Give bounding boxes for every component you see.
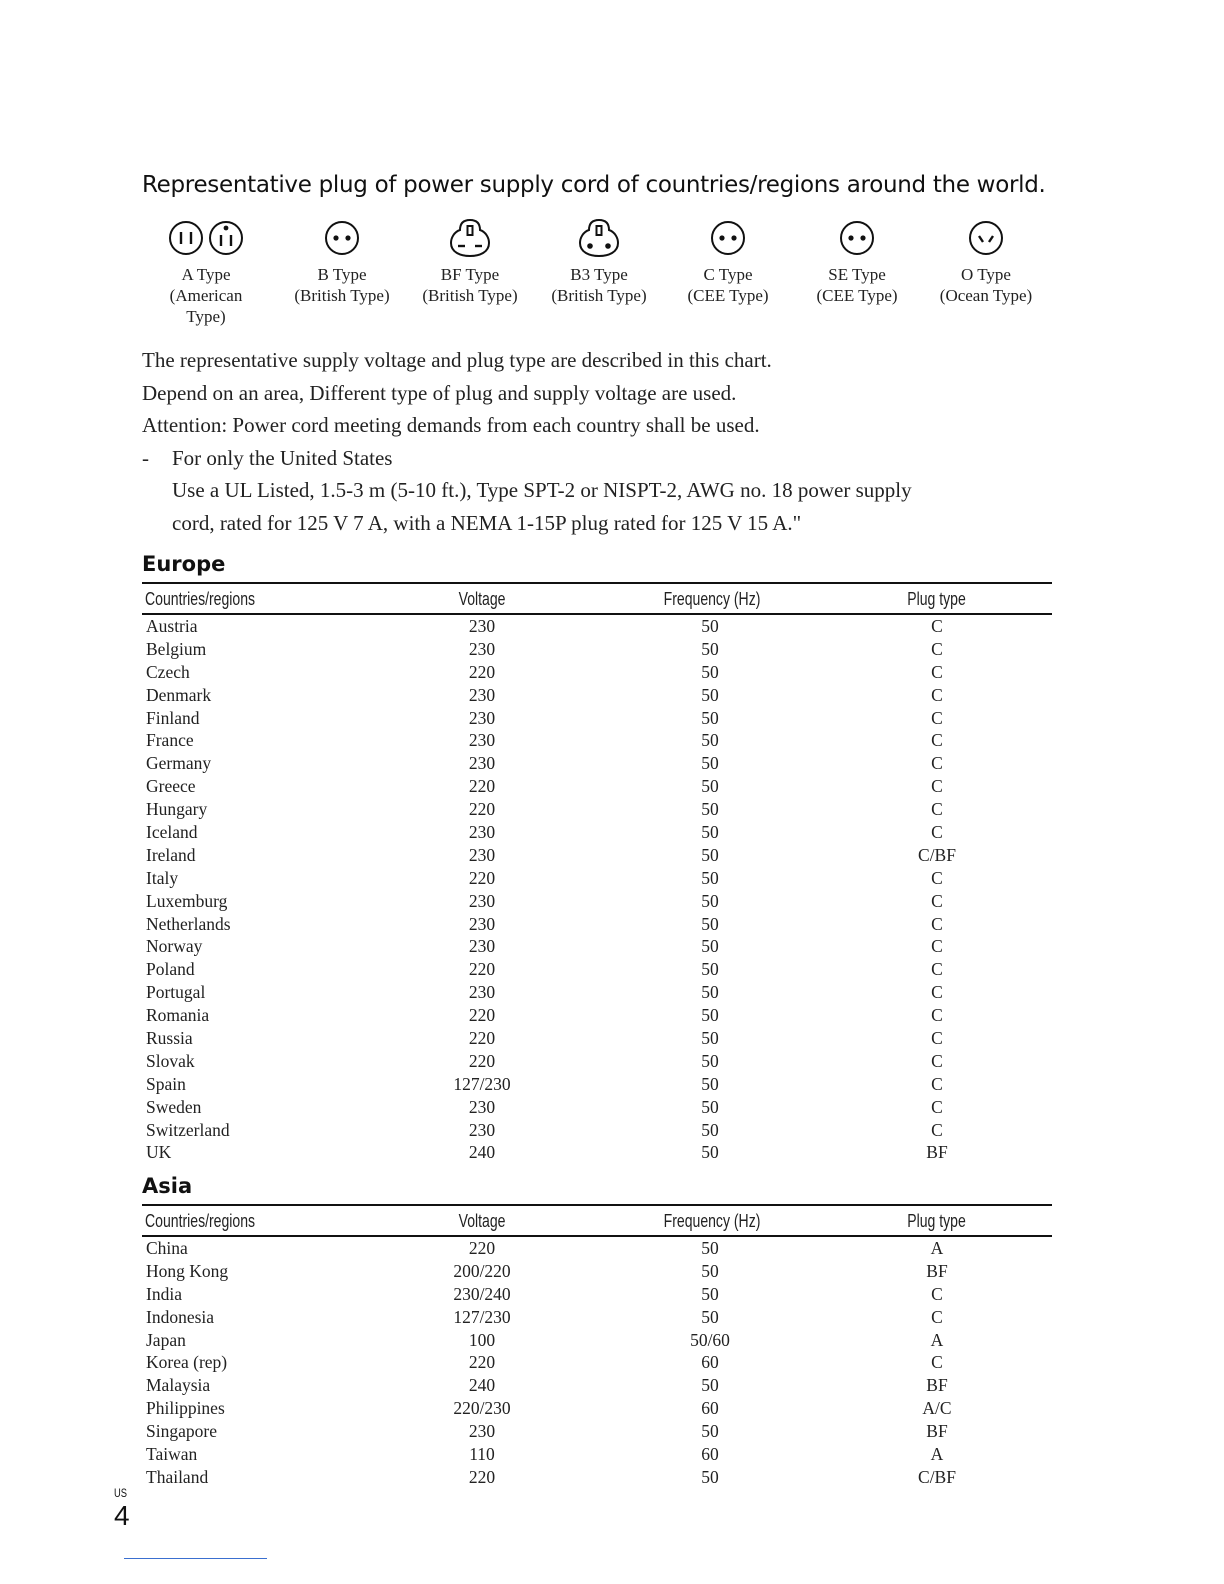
country-cell: Japan bbox=[146, 1329, 186, 1350]
frequency-cell: 50 bbox=[701, 753, 719, 774]
frequency-cell: 50 bbox=[701, 822, 719, 843]
voltage-cell: 230 bbox=[468, 1421, 496, 1442]
notes-block bbox=[142, 344, 1062, 539]
country-cell: Poland bbox=[146, 959, 195, 980]
plug-type-cell: A bbox=[930, 1329, 944, 1350]
frequency-cell: 50 bbox=[701, 638, 719, 659]
country-cell: Iceland bbox=[146, 822, 198, 843]
frequency-cell: 60 bbox=[701, 1398, 719, 1419]
plug-type-cell: C/BF bbox=[918, 1466, 956, 1487]
frequency-cell: 50 bbox=[701, 1073, 719, 1094]
table-row bbox=[142, 1027, 1052, 1050]
col-header-frequency: Frequency (Hz) bbox=[663, 1211, 761, 1231]
us-bullet bbox=[142, 442, 1062, 475]
frequency-cell: 50 bbox=[701, 1050, 719, 1071]
country-cell: Portugal bbox=[146, 982, 206, 1003]
plug-type-cell: C bbox=[931, 1352, 943, 1373]
note-line-1: The representative supply voltage and plug type are described in this chart. bbox=[142, 348, 772, 372]
plug-type-cell: C bbox=[931, 776, 943, 797]
voltage-cell: 230 bbox=[468, 638, 496, 659]
table-row bbox=[142, 913, 1052, 936]
bullet-text: For only the United States bbox=[172, 445, 393, 470]
plug-type-cell: BF bbox=[926, 1375, 948, 1396]
col-header-country: Countries/regions bbox=[145, 589, 256, 609]
country-cell: Korea (rep) bbox=[146, 1352, 228, 1373]
country-cell: Greece bbox=[146, 776, 196, 797]
frequency-cell: 50 bbox=[701, 616, 719, 636]
page-title: Representative plug of power supply cord of countries/regions around the world. bbox=[142, 172, 1046, 198]
country-cell: Sweden bbox=[146, 1096, 202, 1117]
voltage-cell: 230 bbox=[468, 913, 496, 934]
plug-type-cell: A/C bbox=[922, 1398, 952, 1419]
col-header-plug-type: Plug type bbox=[907, 589, 967, 609]
table-row bbox=[142, 1004, 1052, 1027]
table-row bbox=[142, 1397, 1052, 1420]
europe-heading: Europe bbox=[142, 552, 226, 576]
plug-c-type-desc: (CEE Type) bbox=[687, 286, 769, 305]
country-cell: Spain bbox=[146, 1073, 186, 1094]
table-row bbox=[142, 707, 1052, 730]
plug-se-type-name: SE Type bbox=[828, 265, 886, 284]
plug-type-cell: C bbox=[931, 822, 943, 843]
frequency-cell: 50 bbox=[701, 1096, 719, 1117]
voltage-cell: 230 bbox=[468, 616, 496, 636]
b3-type-plug-icon bbox=[575, 216, 623, 260]
table-row bbox=[142, 661, 1052, 684]
frequency-cell: 50 bbox=[701, 1466, 719, 1487]
col-header-voltage: Voltage bbox=[458, 589, 506, 609]
country-cell: Slovak bbox=[146, 1050, 195, 1071]
table-row bbox=[142, 684, 1052, 707]
bf-type-plug-icon bbox=[446, 216, 494, 260]
plug-b3-type bbox=[535, 216, 663, 306]
country-cell: Indonesia bbox=[146, 1306, 215, 1327]
frequency-cell: 50 bbox=[701, 1375, 719, 1396]
frequency-cell: 50 bbox=[701, 707, 719, 728]
voltage-cell: 230 bbox=[468, 707, 496, 728]
frequency-cell: 50 bbox=[701, 959, 719, 980]
frequency-cell: 50 bbox=[701, 1306, 719, 1327]
plug-type-cell: C bbox=[931, 890, 943, 911]
country-cell: Denmark bbox=[146, 684, 212, 705]
frequency-cell: 50 bbox=[701, 799, 719, 820]
asia-heading: Asia bbox=[142, 1174, 193, 1198]
plug-c-type-name: C Type bbox=[703, 265, 753, 284]
voltage-cell: 220 bbox=[468, 959, 496, 980]
bullet-dash: - bbox=[142, 445, 149, 470]
voltage-cell: 127/230 bbox=[453, 1306, 511, 1327]
plug-type-cell: C bbox=[931, 1096, 943, 1117]
plug-type-cell: C/BF bbox=[918, 844, 956, 865]
se-type-plug-icon bbox=[837, 216, 877, 256]
voltage-cell: 230 bbox=[468, 982, 496, 1003]
voltage-cell: 220 bbox=[468, 661, 496, 682]
plug-type-cell: C bbox=[931, 1306, 943, 1327]
country-cell: Hong Kong bbox=[146, 1260, 229, 1281]
plug-type-cell: C bbox=[931, 913, 943, 934]
country-cell: Norway bbox=[146, 936, 203, 957]
frequency-cell: 60 bbox=[701, 1444, 719, 1465]
frequency-cell: 50 bbox=[701, 890, 719, 911]
note-line-3: Attention: Power cord meeting demands from each country shall be used. bbox=[142, 413, 760, 437]
table-row bbox=[142, 981, 1052, 1004]
voltage-cell: 220/230 bbox=[453, 1398, 511, 1419]
table-row bbox=[142, 1073, 1052, 1096]
plug-type-cell: C bbox=[931, 936, 943, 957]
frequency-cell: 50 bbox=[701, 661, 719, 682]
country-cell: Finland bbox=[146, 707, 200, 728]
europe-table-body bbox=[142, 615, 1052, 1164]
col-header-frequency: Frequency (Hz) bbox=[663, 589, 761, 609]
table-row bbox=[142, 615, 1052, 638]
table-row bbox=[142, 958, 1052, 981]
table-row bbox=[142, 798, 1052, 821]
o-type-plug-icon bbox=[966, 216, 1006, 256]
plug-o-type bbox=[922, 216, 1050, 306]
a-type-plug-icon bbox=[160, 216, 252, 256]
table-row bbox=[142, 1237, 1052, 1260]
table-row bbox=[142, 638, 1052, 661]
region-code: US bbox=[114, 1486, 128, 1500]
country-cell: Luxemburg bbox=[146, 890, 228, 911]
table-row bbox=[142, 1329, 1052, 1352]
table-row bbox=[142, 821, 1052, 844]
country-cell: Czech bbox=[146, 661, 190, 682]
country-cell: Singapore bbox=[146, 1421, 217, 1442]
plug-o-type-desc: (Ocean Type) bbox=[939, 286, 1033, 305]
frequency-cell: 50 bbox=[701, 730, 719, 751]
frequency-cell: 50 bbox=[701, 1260, 719, 1281]
frequency-cell: 50 bbox=[701, 684, 719, 705]
table-row bbox=[142, 867, 1052, 890]
country-cell: France bbox=[146, 730, 194, 751]
frequency-cell: 50 bbox=[701, 1028, 719, 1049]
voltage-cell: 100 bbox=[468, 1329, 496, 1350]
plug-o-type-name: O Type bbox=[961, 265, 1011, 284]
table-row bbox=[142, 1466, 1052, 1489]
voltage-cell: 220 bbox=[468, 1238, 496, 1258]
country-cell: India bbox=[146, 1283, 182, 1304]
voltage-cell: 200/220 bbox=[453, 1260, 511, 1281]
asia-table-body bbox=[142, 1237, 1052, 1489]
plug-type-cell: BF bbox=[926, 1421, 948, 1442]
plug-bf-type-name: BF Type bbox=[440, 265, 500, 284]
table-row bbox=[142, 890, 1052, 913]
table-row bbox=[142, 752, 1052, 775]
table-row bbox=[142, 1050, 1052, 1073]
plug-se-type bbox=[793, 216, 921, 306]
country-cell: Taiwan bbox=[146, 1444, 198, 1465]
table-row bbox=[142, 1260, 1052, 1283]
us-detail-line-1: Use a UL Listed, 1.5-3 m (5-10 ft.), Type SPT-2 or NISPT-2, AWG no. 18 power supply bbox=[172, 478, 912, 502]
table-row bbox=[142, 1283, 1052, 1306]
frequency-cell: 50 bbox=[701, 867, 719, 888]
voltage-cell: 127/230 bbox=[453, 1073, 511, 1094]
voltage-cell: 220 bbox=[468, 1005, 496, 1026]
plug-type-cell: C bbox=[931, 1119, 943, 1140]
plug-a-type bbox=[142, 216, 270, 327]
frequency-cell: 50/60 bbox=[690, 1329, 730, 1350]
plug-a-type-desc: (American Type) bbox=[169, 286, 243, 326]
voltage-cell: 230 bbox=[468, 1096, 496, 1117]
frequency-cell: 50 bbox=[701, 1421, 719, 1442]
table-row bbox=[142, 1141, 1052, 1164]
asia-table-header bbox=[142, 1204, 1052, 1237]
plug-b-type-desc: (British Type) bbox=[294, 286, 390, 305]
frequency-cell: 50 bbox=[701, 1283, 719, 1304]
plug-type-cell: C bbox=[931, 959, 943, 980]
frequency-cell: 50 bbox=[701, 1119, 719, 1140]
plug-type-cell: C bbox=[931, 707, 943, 728]
plug-type-cell: C bbox=[931, 1073, 943, 1094]
voltage-cell: 230 bbox=[468, 890, 496, 911]
plug-types-row bbox=[142, 216, 1052, 346]
voltage-cell: 240 bbox=[468, 1375, 496, 1396]
us-detail-line-2: cord, rated for 125 V 7 A, with a NEMA 1-15P plug rated for 125 V 15 A." bbox=[172, 510, 802, 535]
plug-c-type bbox=[664, 216, 792, 306]
voltage-cell: 220 bbox=[468, 799, 496, 820]
plug-type-cell: A bbox=[930, 1238, 944, 1258]
country-cell: Hungary bbox=[146, 799, 208, 820]
plug-type-cell: C bbox=[931, 799, 943, 820]
country-cell: Russia bbox=[146, 1028, 193, 1049]
plug-b3-type-name: B3 Type bbox=[570, 265, 628, 284]
frequency-cell: 60 bbox=[701, 1352, 719, 1373]
voltage-cell: 230 bbox=[468, 730, 496, 751]
voltage-cell: 220 bbox=[468, 1028, 496, 1049]
plug-bf-type-desc: (British Type) bbox=[422, 286, 518, 305]
table-row bbox=[142, 844, 1052, 867]
table-row bbox=[142, 1443, 1052, 1466]
voltage-cell: 220 bbox=[468, 1466, 496, 1487]
plug-type-cell: C bbox=[931, 684, 943, 705]
country-cell: China bbox=[146, 1238, 188, 1258]
voltage-cell: 220 bbox=[468, 867, 496, 888]
country-cell: Thailand bbox=[146, 1466, 209, 1487]
table-row bbox=[142, 1306, 1052, 1329]
plug-type-cell: C bbox=[931, 982, 943, 1003]
frequency-cell: 50 bbox=[701, 1005, 719, 1026]
voltage-cell: 230 bbox=[468, 822, 496, 843]
b-type-plug-icon bbox=[322, 216, 362, 256]
plug-type-cell: C bbox=[931, 661, 943, 682]
table-row bbox=[142, 1420, 1052, 1443]
col-header-country: Countries/regions bbox=[145, 1211, 256, 1231]
voltage-cell: 220 bbox=[468, 776, 496, 797]
plug-b-type bbox=[278, 216, 406, 306]
col-header-plug-type: Plug type bbox=[907, 1211, 967, 1231]
europe-table-header bbox=[142, 582, 1052, 615]
plug-type-cell: A bbox=[930, 1444, 944, 1465]
country-cell: Philippines bbox=[146, 1398, 225, 1419]
frequency-cell: 50 bbox=[701, 913, 719, 934]
plug-a-type-name: A Type bbox=[181, 265, 231, 284]
frequency-cell: 50 bbox=[701, 982, 719, 1003]
table-row bbox=[142, 775, 1052, 798]
plug-type-cell: C bbox=[931, 1028, 943, 1049]
country-cell: Netherlands bbox=[146, 913, 231, 934]
plug-type-cell: C bbox=[931, 1050, 943, 1071]
frequency-cell: 50 bbox=[701, 776, 719, 797]
plug-se-type-desc: (CEE Type) bbox=[816, 286, 898, 305]
frequency-cell: 50 bbox=[701, 1238, 719, 1258]
voltage-cell: 230 bbox=[468, 1119, 496, 1140]
country-cell: Austria bbox=[146, 616, 198, 636]
plug-type-cell: BF bbox=[926, 1142, 948, 1163]
voltage-cell: 110 bbox=[469, 1444, 495, 1465]
plug-type-cell: C bbox=[931, 753, 943, 774]
table-row bbox=[142, 1374, 1052, 1397]
country-cell: Italy bbox=[146, 867, 179, 888]
voltage-cell: 220 bbox=[468, 1352, 496, 1373]
note-line-2: Depend on an area, Different type of plug and supply voltage are used. bbox=[142, 380, 737, 405]
voltage-cell: 230 bbox=[468, 684, 496, 705]
table-row bbox=[142, 1351, 1052, 1374]
voltage-cell: 230/240 bbox=[453, 1283, 511, 1304]
table-row bbox=[142, 1119, 1052, 1142]
plug-b3-type-desc: (British Type) bbox=[551, 286, 647, 305]
voltage-cell: 230 bbox=[468, 753, 496, 774]
frequency-cell: 50 bbox=[701, 844, 719, 865]
country-cell: Germany bbox=[146, 753, 212, 774]
plug-type-cell: C bbox=[931, 1005, 943, 1026]
country-cell: Malaysia bbox=[146, 1375, 211, 1396]
plug-type-cell: C bbox=[931, 1283, 943, 1304]
country-cell: Belgium bbox=[146, 638, 207, 659]
table-row bbox=[142, 729, 1052, 752]
frequency-cell: 50 bbox=[701, 936, 719, 957]
page-number: 4 bbox=[114, 1500, 130, 1531]
c-type-plug-icon bbox=[708, 216, 748, 256]
plug-type-cell: BF bbox=[926, 1260, 948, 1281]
country-cell: Switzerland bbox=[146, 1119, 230, 1140]
voltage-cell: 230 bbox=[468, 936, 496, 957]
plug-type-cell: C bbox=[931, 867, 943, 888]
col-header-voltage: Voltage bbox=[458, 1211, 506, 1231]
europe-table bbox=[142, 582, 1052, 1164]
table-row bbox=[142, 1096, 1052, 1119]
plug-bf-type bbox=[406, 216, 534, 306]
country-cell: Ireland bbox=[146, 844, 196, 865]
footer-divider bbox=[124, 1558, 267, 1559]
asia-table bbox=[142, 1204, 1052, 1489]
plug-type-cell: C bbox=[931, 638, 943, 659]
plug-type-cell: C bbox=[931, 616, 943, 636]
voltage-cell: 240 bbox=[468, 1142, 496, 1163]
country-cell: UK bbox=[146, 1142, 172, 1163]
voltage-cell: 230 bbox=[468, 844, 496, 865]
plug-type-cell: C bbox=[931, 730, 943, 751]
frequency-cell: 50 bbox=[701, 1142, 719, 1163]
country-cell: Romania bbox=[146, 1005, 210, 1026]
plug-b-type-name: B Type bbox=[317, 265, 367, 284]
voltage-cell: 220 bbox=[468, 1050, 496, 1071]
table-row bbox=[142, 935, 1052, 958]
